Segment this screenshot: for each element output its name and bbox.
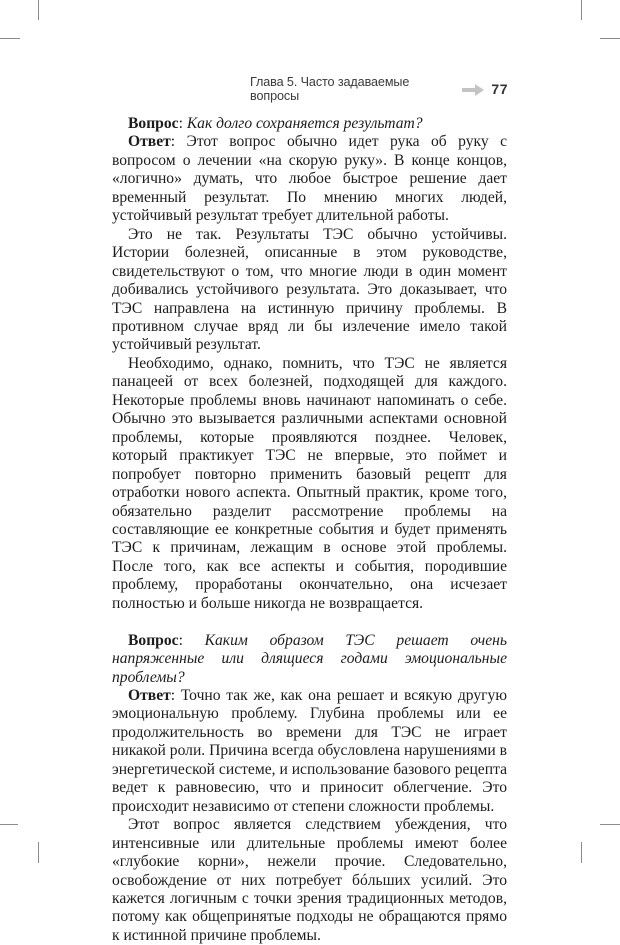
- crop-mark-bottom-left-h: [0, 824, 18, 825]
- paragraph: Необходимо, однако, помнить, что ТЭС не является панацеей от всех болезней, подходящей для каждого. Некоторые проблемы вновь начинают напоминать о себе. Обычно это вызывается различными аспектами основной проблемы, которые проявляются позднее. Человек, который практикует ТЭС не впервые, это поймет и попробует повторно применить базовый рецепт для отработки нового аспекта. Опытный практик, кроме того, обязательно разделит рассмотрение проблемы на составляющие ее конкретные события и будет применять ТЭС к причинам, лежащим в основе этой проблемы. После того, как все аспекты и события, породившие проблему, проработаны окончательно, она исчезает полностью и больше никогда не возвращается.: [112, 354, 507, 612]
- crop-mark-top-right-h: [600, 38, 620, 39]
- answer-text: Этот вопрос обычно идет рука об руку с вопросом о лечении «на скорую руку». В конце концов, «логично» думать, что любое быстрое решение дает временный результат. По мнению многих людей, устойчивый результат требует длительной работы.: [112, 133, 507, 225]
- page-body: [112, 115, 507, 945]
- crop-mark-bottom-left-v: [38, 842, 39, 863]
- question-label: Вопрос: [128, 115, 179, 132]
- paragraph: Этот вопрос является следствием убеждения, что интенсивные или длительные проблемы имеют более «глубокие корни», нежели прочие. Следовательно, освобождение от них потребует бóльших усилий. Это кажется логичным с точки зрения традиционных методов, потому как общепринятые подходы не обращаются прямо к истинной причине проблемы.: [112, 816, 507, 944]
- section-gap: [112, 613, 507, 631]
- crop-mark-top-right-v: [581, 0, 582, 20]
- answer-label: Ответ: [128, 133, 171, 151]
- paragraph: Это не так. Результаты ТЭС обычно устойчивы. Истории болезней, описанные в этом руководстве, свидетельствуют о том, что многие люди в один момент добивались устойчивого результата. Это доказывает, что ТЭС направлена на истинную причину проблемы. В противном случае вряд ли бы излечение имело такой устойчивый результат.: [112, 225, 507, 354]
- answer-2: Ответ: Точно так же, как она решает и всякую другую эмоциональную проблему. Глубина проблемы или ее продолжительность во времени для ТЭС не играет никакой роли. Причина всегда обусловлена нарушениями в энергетической системе, и использование базового рецепта ведет к равновесию, что и приносит облегчение. Это происходит независимо от степени сложности проблемы.: [112, 687, 507, 815]
- crop-mark-bottom-right-v: [581, 842, 582, 863]
- question-text: Как долго сохраняется результат?: [186, 115, 423, 132]
- answer-1: Ответ: Этот вопрос обычно идет рука об руку с вопросом о лечении «на скорую руку». В конце концов, «логично» думать, что любое быстрое решение дает временный результат. По мнению многих людей, устойчивый результат требует длительной работы.: [112, 133, 507, 225]
- answer-text: Точно так же, как она решает и всякую другую эмоциональную проблему. Глубина проблемы или ее продолжительность во времени для ТЭС не играет никакой роли. Причина всегда обусловлена нарушениями в энергетической системе, и использование базового рецепта ведет к равновесию, что и приносит облегчение. Это происходит независимо от степени сложности проблемы.: [112, 687, 507, 815]
- crop-mark-bottom-right-h: [600, 824, 620, 825]
- question-1: Вопрос: Как долго сохраняется результат?: [128, 115, 423, 132]
- running-header: [250, 75, 508, 103]
- right-arrow-icon: [462, 83, 484, 95]
- answer-label: Ответ: [128, 687, 171, 705]
- chapter-title: Глава 5. Часто задаваемые вопросы: [250, 75, 410, 103]
- crop-mark-top-left-v: [38, 0, 39, 20]
- question-label: Вопрос: [128, 631, 179, 649]
- question-text: Каким образом ТЭС решает очень напряженные или длящиеся годами эмоциональные проблемы?: [112, 631, 508, 686]
- page-number: 77: [491, 81, 508, 97]
- question-2: Вопрос: Каким образом ТЭС решает очень напряженные или длящиеся годами эмоциональные проблемы?: [112, 631, 508, 686]
- crop-mark-top-left-h: [0, 38, 20, 39]
